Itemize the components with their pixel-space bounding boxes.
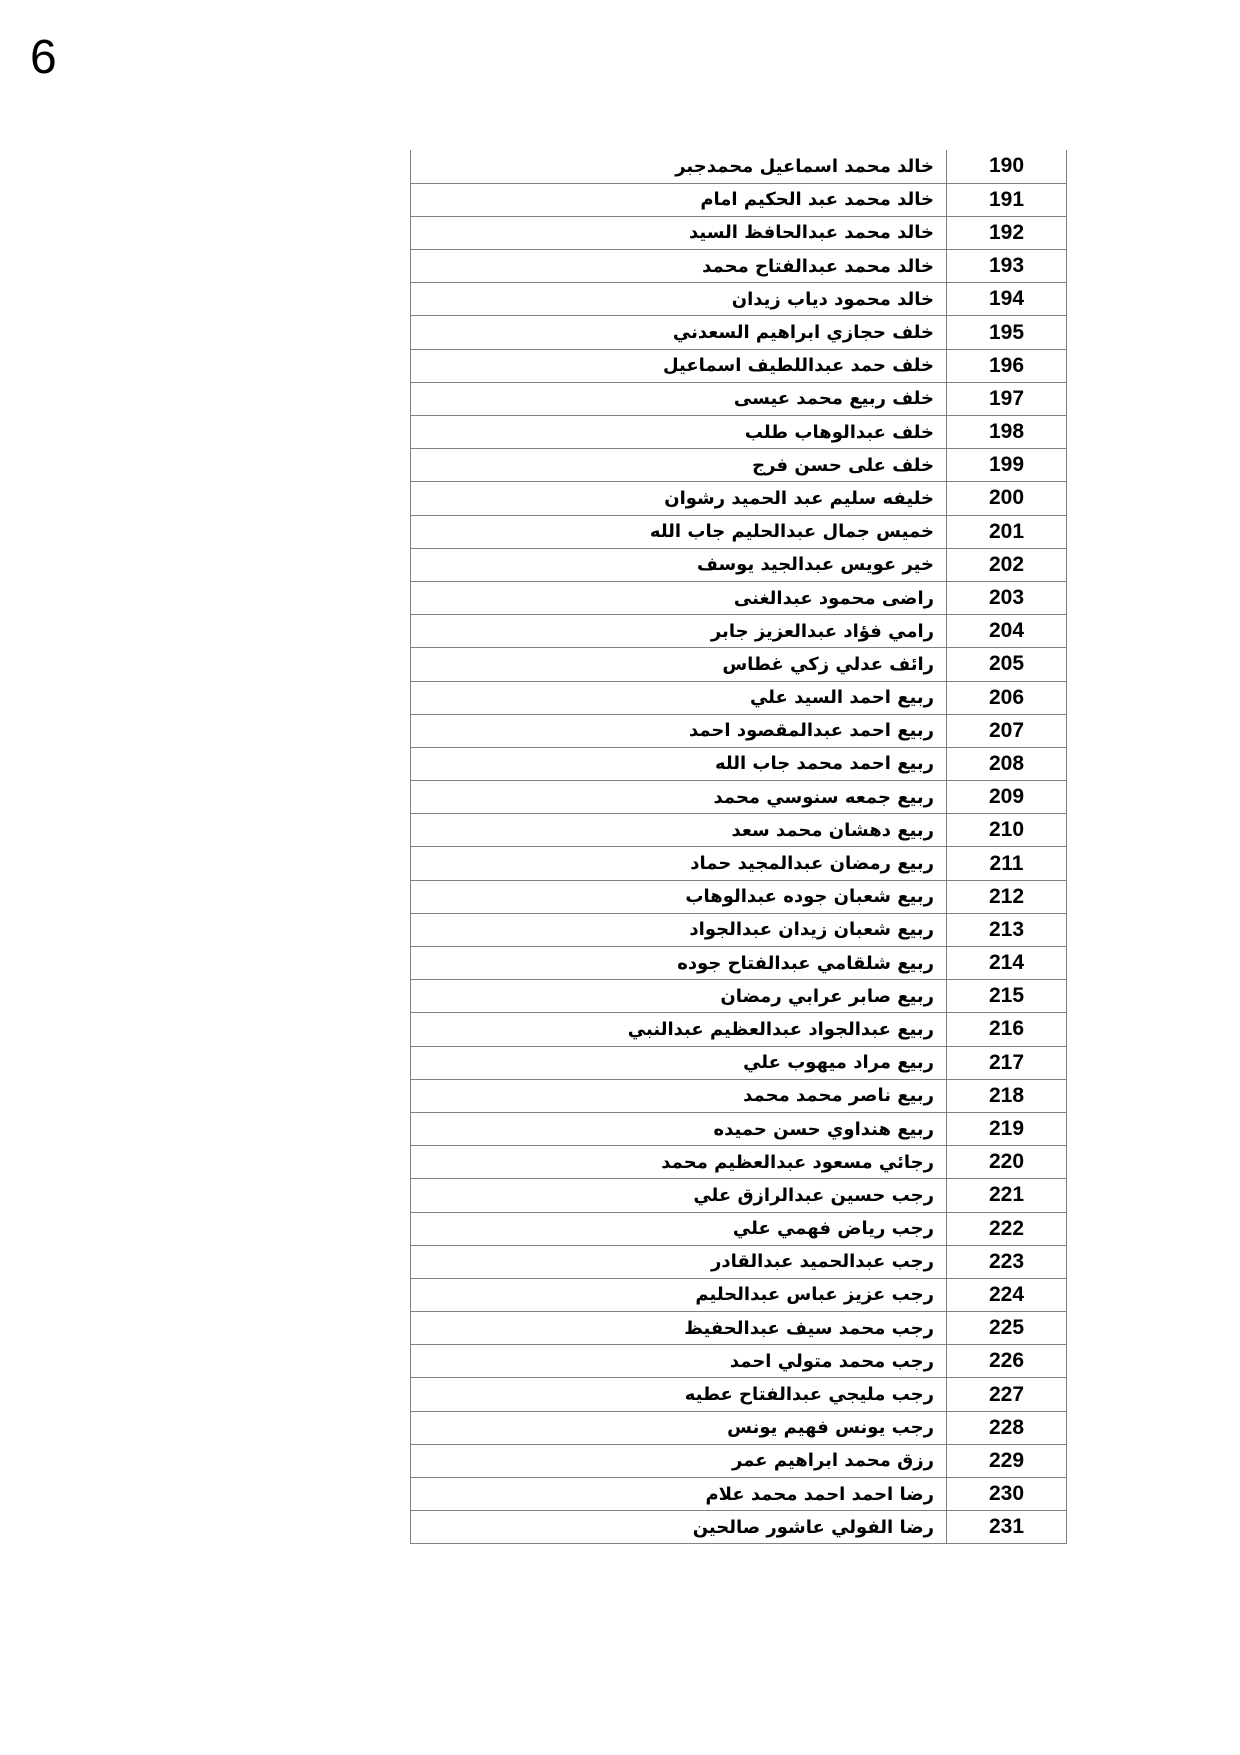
person-name-cell: ربيع شلقامي عبدالفتاح جوده: [411, 947, 947, 980]
table-row: [411, 382, 1067, 415]
person-name-cell: ربيع صابر عرابي رمضان: [411, 980, 947, 1013]
table-row: [411, 283, 1067, 316]
serial-number-cell: 203: [947, 581, 1067, 614]
table-row: [411, 1179, 1067, 1212]
table-row: [411, 1079, 1067, 1112]
serial-number-cell: 205: [947, 648, 1067, 681]
serial-number-cell: 207: [947, 714, 1067, 747]
person-name-cell: رجب حسين عبدالرازق علي: [411, 1179, 947, 1212]
table-row: [411, 781, 1067, 814]
person-name-cell: خليفه سليم عبد الحميد رشوان: [411, 482, 947, 515]
person-name-cell: رجائي مسعود عبدالعظيم محمد: [411, 1146, 947, 1179]
serial-number-cell: 218: [947, 1079, 1067, 1112]
person-name-cell: رجب رياض فهمي علي: [411, 1212, 947, 1245]
person-name-cell: رجب محمد متولي احمد: [411, 1345, 947, 1378]
serial-number-cell: 204: [947, 615, 1067, 648]
person-name-cell: خالد محمود دياب زيدان: [411, 283, 947, 316]
table-row: [411, 449, 1067, 482]
serial-number-cell: 222: [947, 1212, 1067, 1245]
table-row: [411, 615, 1067, 648]
person-name-cell: ربيع جمعه سنوسي محمد: [411, 781, 947, 814]
serial-number-cell: 208: [947, 747, 1067, 780]
person-name-cell: خلف ربيع محمد عيسى: [411, 382, 947, 415]
table-row: [411, 515, 1067, 548]
serial-number-cell: 206: [947, 681, 1067, 714]
table-row: [411, 1378, 1067, 1411]
table-row: [411, 747, 1067, 780]
page-number: 6: [30, 31, 57, 84]
person-name-cell: ربيع شعبان جوده عبدالوهاب: [411, 880, 947, 913]
table-row: [411, 1411, 1067, 1444]
serial-number-cell: 211: [947, 847, 1067, 880]
table-row: [411, 947, 1067, 980]
person-name-cell: راضى محمود عبدالغنى: [411, 581, 947, 614]
serial-number-cell: 228: [947, 1411, 1067, 1444]
serial-number-cell: 196: [947, 349, 1067, 382]
person-name-cell: رضا الفولي عاشور صالحين: [411, 1511, 947, 1544]
table-row: [411, 1245, 1067, 1278]
table-row: [411, 416, 1067, 449]
person-name-cell: ربيع ناصر محمد محمد: [411, 1079, 947, 1112]
person-name-cell: خميس جمال عبدالحليم جاب الله: [411, 515, 947, 548]
serial-number-cell: 223: [947, 1245, 1067, 1278]
table-row: [411, 482, 1067, 515]
person-name-cell: ربيع عبدالجواد عبدالعظيم عبدالنبي: [411, 1013, 947, 1046]
person-name-cell: ربيع احمد السيد علي: [411, 681, 947, 714]
serial-number-cell: 194: [947, 283, 1067, 316]
serial-number-cell: 231: [947, 1511, 1067, 1544]
person-name-cell: ربيع احمد محمد جاب الله: [411, 747, 947, 780]
names-table: [410, 150, 1067, 1544]
table-row: [411, 880, 1067, 913]
serial-number-cell: 229: [947, 1444, 1067, 1477]
serial-number-cell: 221: [947, 1179, 1067, 1212]
table-row: [411, 1278, 1067, 1311]
table-row: [411, 548, 1067, 581]
table-row: [411, 1345, 1067, 1378]
person-name-cell: ربيع دهشان محمد سعد: [411, 814, 947, 847]
serial-number-cell: 197: [947, 382, 1067, 415]
serial-number-cell: 209: [947, 781, 1067, 814]
table-row: [411, 1312, 1067, 1345]
serial-number-cell: 215: [947, 980, 1067, 1013]
serial-number-cell: 199: [947, 449, 1067, 482]
serial-number-cell: 200: [947, 482, 1067, 515]
table-row: [411, 714, 1067, 747]
person-name-cell: رجب محمد سيف عبدالحفيظ: [411, 1312, 947, 1345]
person-name-cell: خير عويس عبدالجيد يوسف: [411, 548, 947, 581]
table-row: [411, 1511, 1067, 1544]
table-row: [411, 814, 1067, 847]
table-row: [411, 913, 1067, 946]
person-name-cell: رضا احمد احمد محمد علام: [411, 1478, 947, 1511]
table-row: [411, 150, 1067, 183]
serial-number-cell: 225: [947, 1312, 1067, 1345]
person-name-cell: ربيع مراد ميهوب علي: [411, 1046, 947, 1079]
person-name-cell: خالد محمد عبد الحكيم امام: [411, 183, 947, 216]
person-name-cell: خلف حجازي ابراهيم السعدني: [411, 316, 947, 349]
serial-number-cell: 212: [947, 880, 1067, 913]
serial-number-cell: 193: [947, 250, 1067, 283]
serial-number-cell: 202: [947, 548, 1067, 581]
person-name-cell: رائف عدلي زكي غطاس: [411, 648, 947, 681]
serial-number-cell: 198: [947, 416, 1067, 449]
table-row: [411, 1212, 1067, 1245]
person-name-cell: خلف على حسن فرج: [411, 449, 947, 482]
serial-number-cell: 214: [947, 947, 1067, 980]
table-row: [411, 847, 1067, 880]
serial-number-cell: 230: [947, 1478, 1067, 1511]
person-name-cell: خالد محمد اسماعيل محمدجبر: [411, 150, 947, 183]
serial-number-cell: 216: [947, 1013, 1067, 1046]
table-row: [411, 980, 1067, 1013]
serial-number-cell: 210: [947, 814, 1067, 847]
table-row: [411, 1146, 1067, 1179]
table-row: [411, 349, 1067, 382]
person-name-cell: خالد محمد عبدالحافظ السيد: [411, 216, 947, 249]
person-name-cell: خالد محمد عبدالفتاح محمد: [411, 250, 947, 283]
names-table-body: [411, 150, 1067, 1544]
table-row: [411, 183, 1067, 216]
serial-number-cell: 220: [947, 1146, 1067, 1179]
table-row: [411, 1013, 1067, 1046]
serial-number-cell: 195: [947, 316, 1067, 349]
table-row: [411, 581, 1067, 614]
person-name-cell: خلف عبدالوهاب طلب: [411, 416, 947, 449]
person-name-cell: رجب عزيز عباس عبدالحليم: [411, 1278, 947, 1311]
table-row: [411, 1444, 1067, 1477]
serial-number-cell: 192: [947, 216, 1067, 249]
table-row: [411, 1478, 1067, 1511]
person-name-cell: رجب مليجي عبدالفتاح عطيه: [411, 1378, 947, 1411]
serial-number-cell: 190: [947, 150, 1067, 183]
table-row: [411, 648, 1067, 681]
person-name-cell: رزق محمد ابراهيم عمر: [411, 1444, 947, 1477]
table-row: [411, 216, 1067, 249]
person-name-cell: رجب عبدالحميد عبدالقادر: [411, 1245, 947, 1278]
person-name-cell: ربيع احمد عبدالمقصود احمد: [411, 714, 947, 747]
table-row: [411, 250, 1067, 283]
table-row: [411, 1046, 1067, 1079]
person-name-cell: ربيع رمضان عبدالمجيد حماد: [411, 847, 947, 880]
serial-number-cell: 213: [947, 913, 1067, 946]
table-row: [411, 316, 1067, 349]
person-name-cell: رجب يونس فهيم يونس: [411, 1411, 947, 1444]
person-name-cell: ربيع شعبان زيدان عبدالجواد: [411, 913, 947, 946]
person-name-cell: ربيع هنداوي حسن حميده: [411, 1112, 947, 1145]
serial-number-cell: 217: [947, 1046, 1067, 1079]
person-name-cell: رامي فؤاد عبدالعزيز جابر: [411, 615, 947, 648]
table-row: [411, 681, 1067, 714]
serial-number-cell: 191: [947, 183, 1067, 216]
serial-number-cell: 201: [947, 515, 1067, 548]
serial-number-cell: 227: [947, 1378, 1067, 1411]
person-name-cell: خلف حمد عبداللطيف اسماعيل: [411, 349, 947, 382]
serial-number-cell: 224: [947, 1278, 1067, 1311]
serial-number-cell: 226: [947, 1345, 1067, 1378]
serial-number-cell: 219: [947, 1112, 1067, 1145]
table-row: [411, 1112, 1067, 1145]
